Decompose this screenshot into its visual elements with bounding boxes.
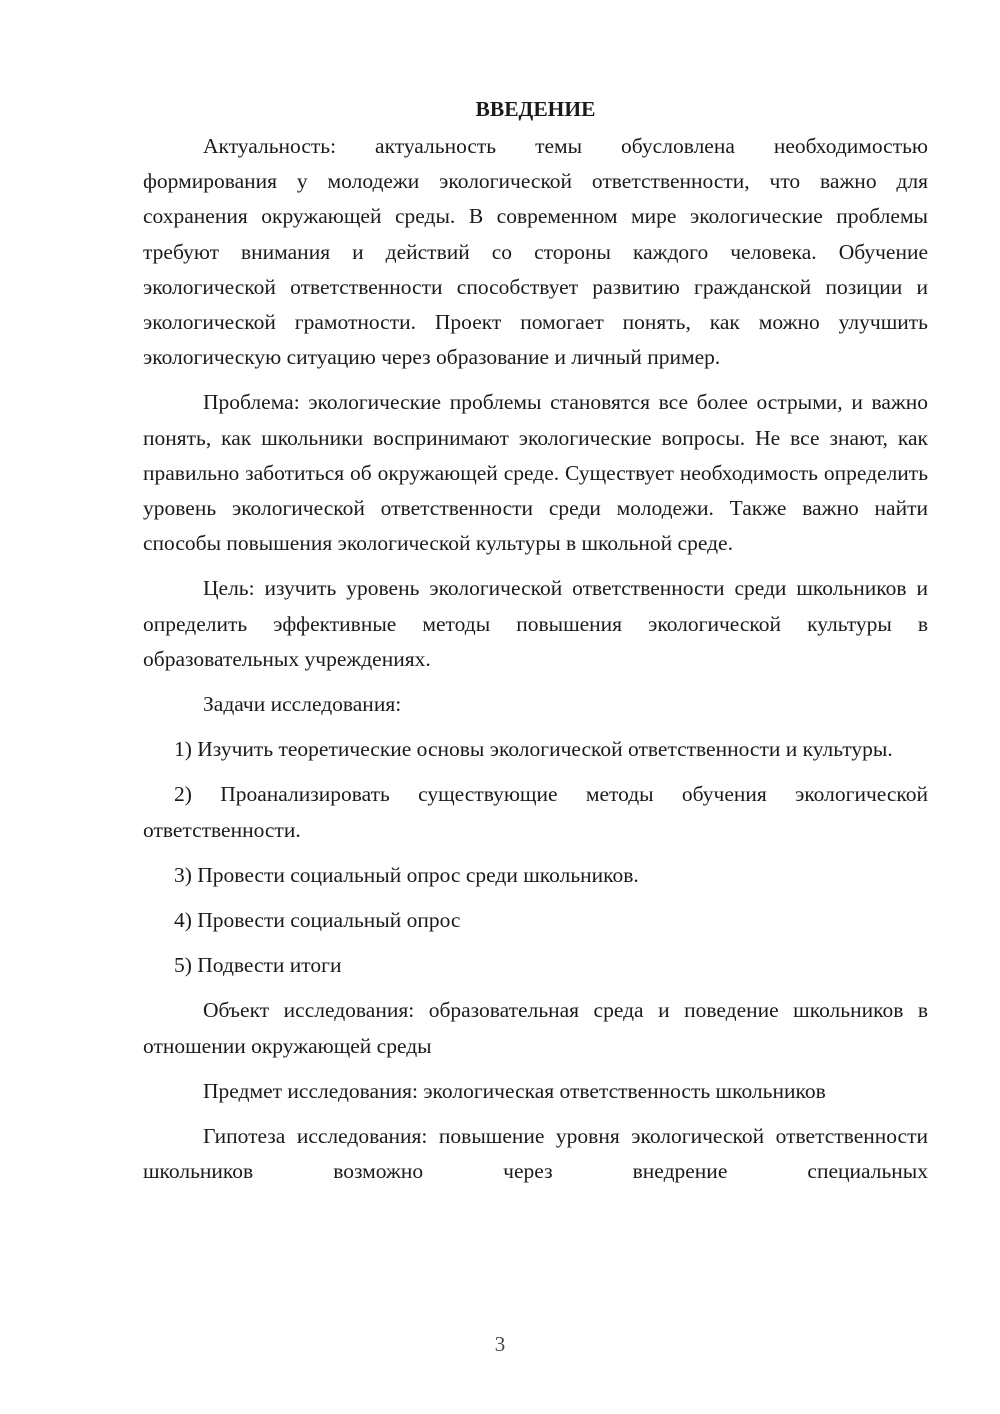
- task-item-4: 4) Провести социальный опрос: [174, 908, 461, 933]
- paragraph-object: Объект исследования: образовательная среда и поведение школьников в отношении окружающей среды: [143, 998, 928, 1058]
- task-item-3: 3) Провести социальный опрос среди школьников.: [174, 862, 639, 887]
- paragraph-hypothesis: Гипотеза исследования: повышение уровня экологической ответственности школьников возможно через внедрение специальных: [143, 1124, 928, 1184]
- paragraph-goal: Цель: изучить уровень экологической ответственности среди школьников и определить эффективные методы повышения экологической культуры в образовательных учреждениях.: [143, 576, 928, 671]
- task-item-5: 5) Подвести итоги: [174, 953, 342, 978]
- task-item-1: 1) Изучить теоретические основы экологической ответственности и культуры.: [174, 737, 893, 762]
- paragraph-problem: Проблема: экологические проблемы становятся все более острыми, и важно понять, как школьники воспринимают экологические вопросы. Не все знают, как правильно заботиться об окружающей среде. Существует необходимость определить уровень экологической ответственности среди молодежи. Также важно найти способы повышения экологической культуры в школьной среде.: [143, 390, 928, 556]
- document-page: [143, 92, 928, 1199]
- paragraph-subject: Предмет исследования: экологическая ответственность школьников: [203, 1078, 826, 1103]
- paragraph-tasks-heading: Задачи исследования:: [203, 692, 402, 717]
- paragraph-relevance: Актуальность: актуальность темы обусловлена необходимостью формирования у молодежи экологической ответственности, что важно для сохранения окружающей среды. В современном мире экологические проблемы требуют внимания и действий со стороны каждого человека. Обучение экологической ответственности способствует развитию гражданской позиции и экологической грамотности. Проект помогает понять, как можно улучшить экологическую ситуацию через образование и личный пример.: [143, 134, 928, 370]
- page-number: 3: [494, 1332, 506, 1356]
- task-item-2: 2) Проанализировать существующие методы обучения экологической ответственности.: [143, 782, 928, 842]
- page-title: ВВЕДЕНИЕ: [475, 97, 596, 121]
